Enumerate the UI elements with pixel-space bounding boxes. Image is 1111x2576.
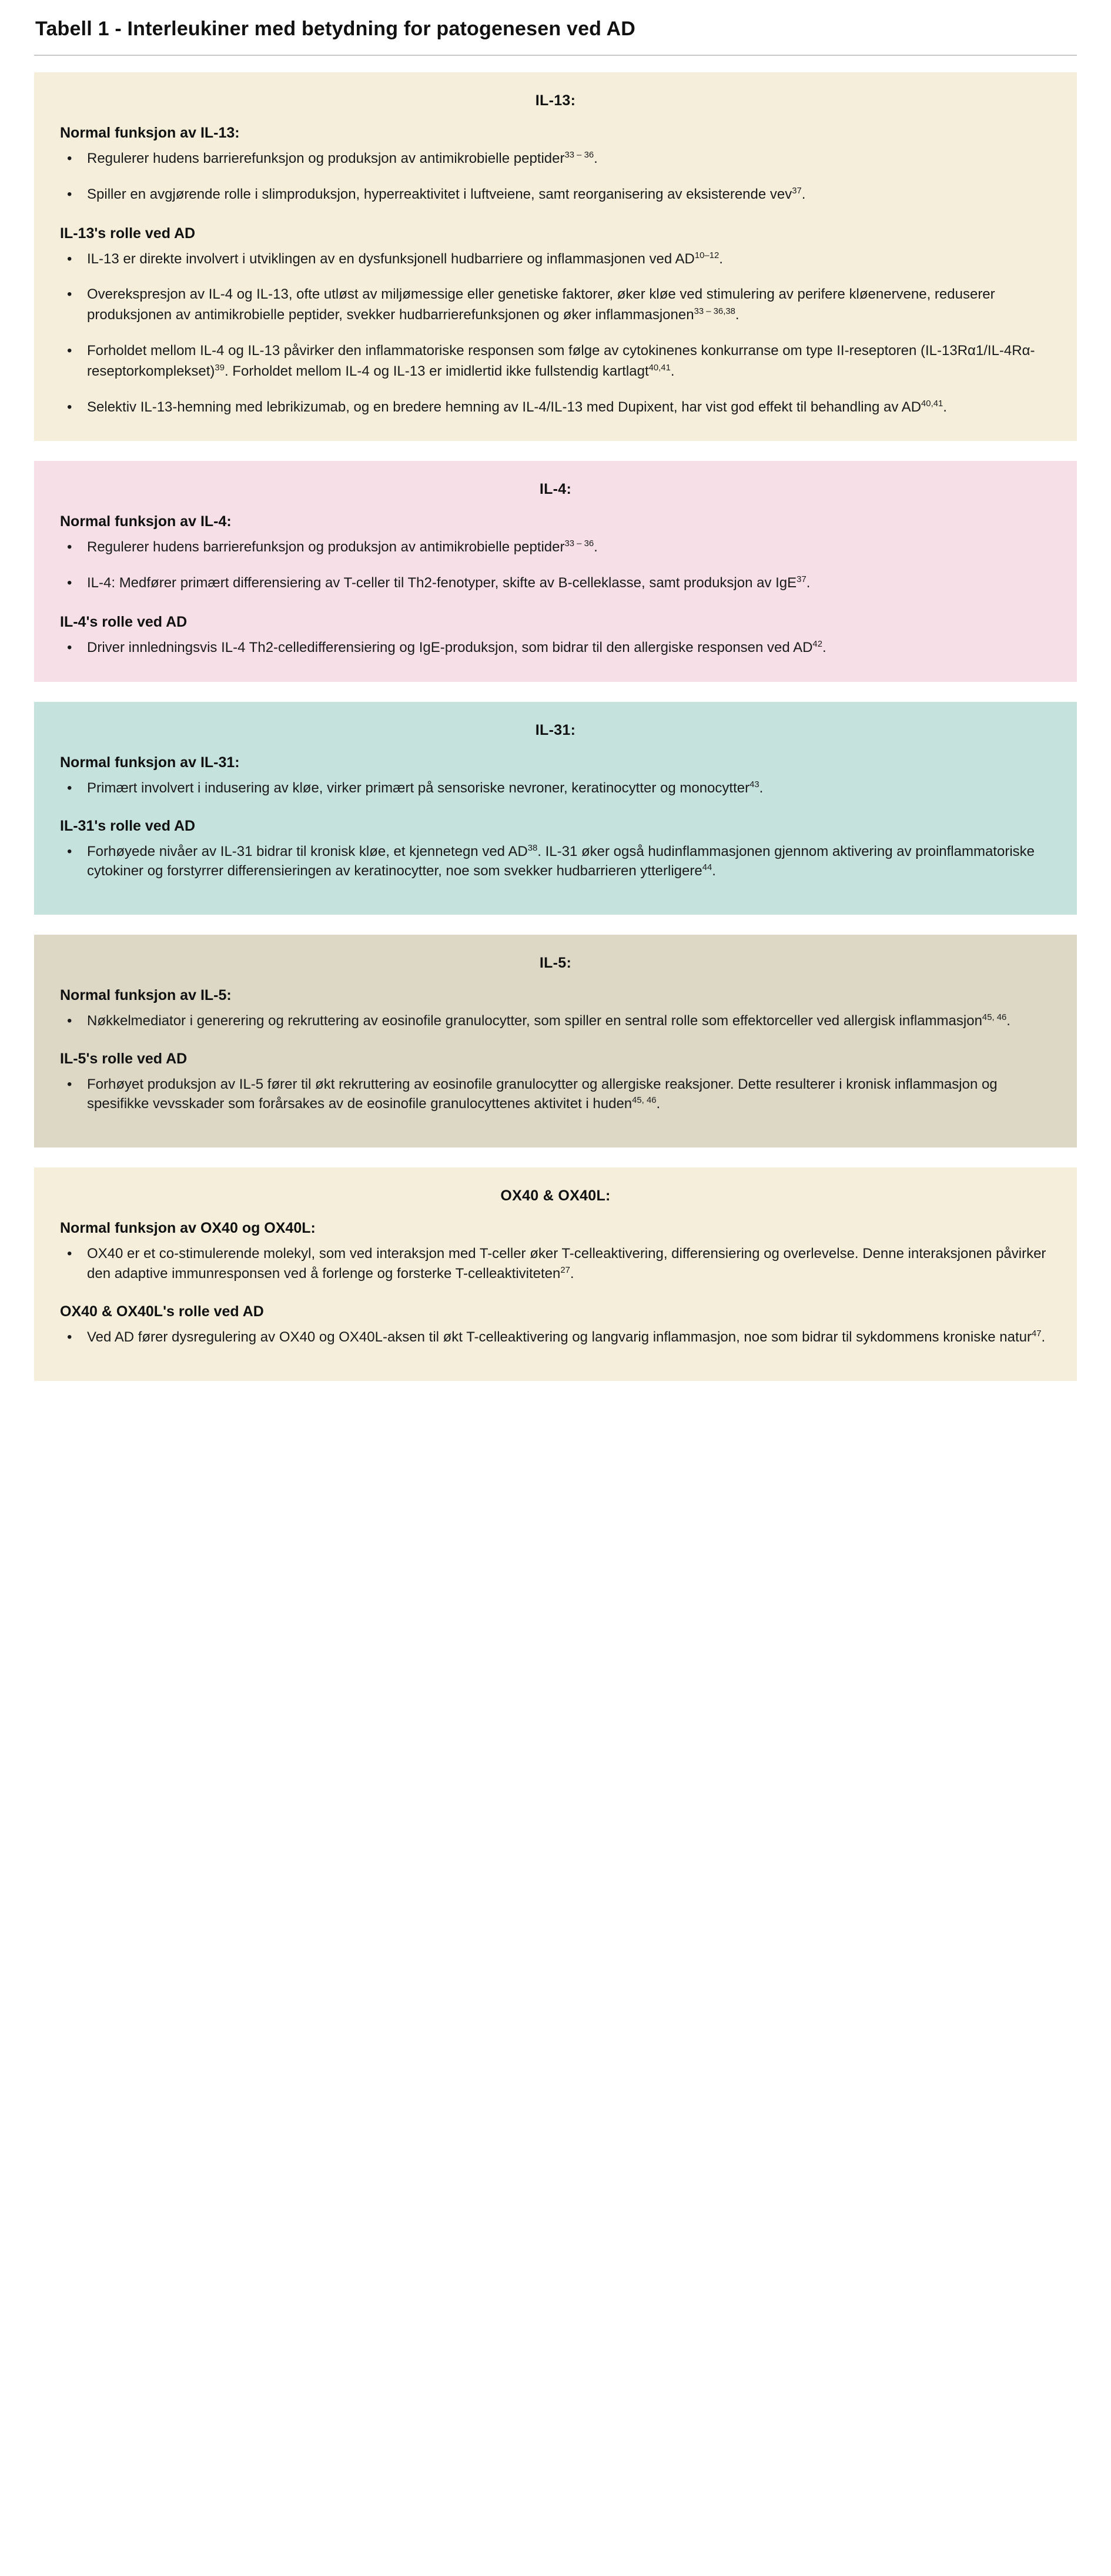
- section-heading-il31: IL-31:: [535, 721, 576, 738]
- section-il31: [34, 702, 1077, 915]
- list-item-text: Selektiv IL-13-hemning med lebrikizumab, og en bredere hemning av IL-4/IL-13 med Dupixent, har vist god effekt til behandling av AD: [87, 399, 922, 415]
- list-item-tail: .: [570, 1265, 574, 1282]
- section-il13: [34, 72, 1077, 441]
- list-item: [60, 1244, 1051, 1283]
- list-item: [60, 842, 1051, 881]
- list-item-text: Driver innledningsvis IL-4 Th2-celledifferensiering og IgE-produksjon, som bidrar til den allergiske responsen ved AD: [87, 639, 813, 655]
- list-item: [60, 1075, 1051, 1113]
- list-item: [60, 249, 1051, 270]
- reference-sup: 27: [560, 1265, 570, 1275]
- list-item-text: Regulerer hudens barrierefunksjon og produksjon av antimikrobielle peptider: [87, 539, 565, 556]
- list-item-tail-2: .: [712, 862, 716, 879]
- reference-sup-2: 44: [702, 862, 712, 872]
- list-item-tail: .: [822, 639, 826, 655]
- reference-sup: 37: [797, 575, 807, 585]
- section-heading-il5: IL-5:: [539, 955, 572, 972]
- list-item: [60, 1327, 1051, 1347]
- list-item: [60, 341, 1051, 382]
- section-ox40: [34, 1167, 1077, 1380]
- reference-sup: 33 – 36: [564, 539, 594, 549]
- list-item-tail: .: [719, 250, 723, 267]
- list-item-tail: .: [1041, 1329, 1046, 1345]
- subheading-il5-normal: Normal funksjon av IL-5:: [60, 987, 232, 1004]
- list-item-tail: . IL-31 øker også hudinflammasjonen gjennom aktivering av proinflammatoriske cytokiner og forstyrrer differensieringen av keratinocytter, noe som svekker hudbarrieren ytterligere: [87, 843, 1035, 879]
- list-item-text: Primært involvert i indusering av kløe, virker primært på sensoriske nevroner, keratinocytter og monocytter: [87, 780, 750, 796]
- reference-sup-2: 40,41: [648, 363, 671, 373]
- subheading-il31-normal: Normal funksjon av IL-31:: [60, 754, 240, 771]
- reference-sup: 38: [527, 843, 538, 853]
- list-item: [60, 573, 1051, 594]
- subheading-ox40-role: OX40 & OX40L's rolle ved AD: [60, 1303, 264, 1320]
- subheading-il5-role: IL-5's rolle ved AD: [60, 1051, 188, 1068]
- list-item-tail: .: [759, 780, 764, 796]
- section-heading-il4: IL-4:: [539, 481, 572, 498]
- list-item-tail: .: [656, 1096, 661, 1112]
- list-item-tail-2: .: [670, 363, 675, 379]
- list-item-tail: .: [801, 186, 806, 202]
- reference-sup: 37: [792, 186, 802, 196]
- list-item-text: Overekspresjon av IL-4 og IL-13, ofte utløst av miljømessige eller genetiske faktorer, øker kløe ved stimulering av perifere kløenervene, reduserer produksjonen av antimikrobielle peptider, svekker hudbarrierefunksjonen og øker inflammasjonen: [87, 286, 995, 323]
- list-item-text: Ved AD fører dysregulering av OX40 og OX40L-aksen til økt T-celleaktivering og langvarig inflammasjon, noe som bidrar til sykdommens kroniske natur: [87, 1329, 1032, 1345]
- list-item: [60, 149, 1051, 169]
- bullet-list-ox40-role: [60, 1327, 1051, 1347]
- reference-sup: 45, 46: [982, 1013, 1007, 1023]
- list-item: [60, 1011, 1051, 1031]
- section-il5: [34, 935, 1077, 1148]
- list-item-text: Forhøyede nivåer av IL-31 bidrar til kronisk kløe, et kjennetegn ved AD: [87, 843, 528, 859]
- bullet-list-il13-role: [60, 249, 1051, 418]
- reference-sup: 10–12: [694, 250, 720, 260]
- list-item: [60, 778, 1051, 798]
- list-item-text: Regulerer hudens barrierefunksjon og produksjon av antimikrobielle peptider: [87, 150, 565, 166]
- sections-container: [0, 72, 1111, 1381]
- list-item: [60, 537, 1051, 558]
- list-item: [60, 185, 1051, 205]
- subheading-il4-normal: Normal funksjon av IL-4:: [60, 513, 232, 530]
- list-item-text: Nøkkelmediator i generering og rekruttering av eosinofile granulocytter, som spiller en sentral rolle som effektorceller ved allergisk inflammasjon: [87, 1013, 982, 1029]
- section-heading-il13: IL-13:: [535, 92, 576, 109]
- list-item-tail: .: [1006, 1013, 1010, 1029]
- reference-sup: 45, 46: [632, 1096, 657, 1106]
- section-heading-ox40: OX40 & OX40L:: [500, 1187, 611, 1205]
- bullet-list-il4-normal: [60, 537, 1051, 594]
- list-item: [60, 285, 1051, 326]
- reference-sup: 40,41: [921, 399, 943, 409]
- bullet-list-il5-role: [60, 1075, 1051, 1113]
- subheading-ox40-normal: Normal funksjon av OX40 og OX40L:: [60, 1220, 316, 1237]
- bullet-list-il31-normal: [60, 778, 1051, 798]
- page-title: Tabell 1 - Interleukiner med betydning for patogenesen ved AD: [35, 18, 636, 40]
- bullet-list-ox40-normal: [60, 1244, 1051, 1283]
- list-item-tail: .: [735, 307, 739, 323]
- subheading-il13-role: IL-13's rolle ved AD: [60, 225, 196, 242]
- subheading-il31-role: IL-31's rolle ved AD: [60, 817, 196, 834]
- subheading-il4-role: IL-4's rolle ved AD: [60, 613, 188, 630]
- reference-sup: 47: [1031, 1329, 1042, 1339]
- list-item-tail: . Forholdet mellom IL-4 og IL-13 er imidlertid ikke fullstendig kartlagt: [224, 363, 649, 379]
- list-item-text: IL-13 er direkte involvert i utviklingen av en dysfunksjonell hudbarriere og inflammasjonen ved AD: [87, 250, 695, 267]
- list-item-text: OX40 er et co-stimulerende molekyl, som ved interaksjon med T-celler øker T-celleaktivering, differensiering og overlevelse. Denne interaksjonen påvirker den adaptive immunresponsen ved å forlenge og forsterke T-celleaktiviteten: [87, 1246, 1046, 1282]
- list-item: [60, 638, 1051, 658]
- reference-sup: 39: [215, 363, 225, 373]
- list-item-text: IL-4: Medfører primært differensiering av T-celler til Th2-fenotyper, skifte av B-celleklasse, samt produksjon av IgE: [87, 575, 797, 591]
- title-divider: [34, 55, 1077, 56]
- list-item-text: Forhøyet produksjon av IL-5 fører til økt rekruttering av eosinofile granulocytter og allergiske reaksjoner. Dette resulterer i kronisk inflammasjon og spesifikke vevsskader som forårsakes av de eosinofile granulocyttenes aktivitet i huden: [87, 1076, 998, 1112]
- reference-sup: 43: [749, 780, 759, 789]
- bullet-list-il31-role: [60, 842, 1051, 881]
- list-item-tail: .: [594, 150, 598, 166]
- subheading-il13-normal: Normal funksjon av IL-13:: [60, 125, 240, 141]
- list-item-tail: .: [943, 399, 947, 415]
- bullet-list-il5-normal: [60, 1011, 1051, 1031]
- reference-sup: 42: [812, 639, 822, 649]
- reference-sup: 33 – 36: [564, 150, 594, 160]
- list-item-text: Spiller en avgjørende rolle i slimproduksjon, hyperreaktivitet i luftveiene, samt reorganisering av eksisterende vev: [87, 186, 792, 202]
- bullet-list-il13-normal: [60, 149, 1051, 205]
- bullet-list-il4-role: [60, 638, 1051, 658]
- list-item: [60, 397, 1051, 418]
- section-il4: [34, 461, 1077, 681]
- list-item-tail: .: [806, 575, 811, 591]
- reference-sup: 33 – 36,38: [694, 307, 735, 317]
- list-item-tail: .: [594, 539, 598, 556]
- list-item-text: Forholdet mellom IL-4 og IL-13 påvirker den inflammatoriske responsen som følge av cytokinenes konkurranse om type II-reseptoren (IL-13Rα1/IL-4Rα-reseptorkomplekset): [87, 342, 1035, 379]
